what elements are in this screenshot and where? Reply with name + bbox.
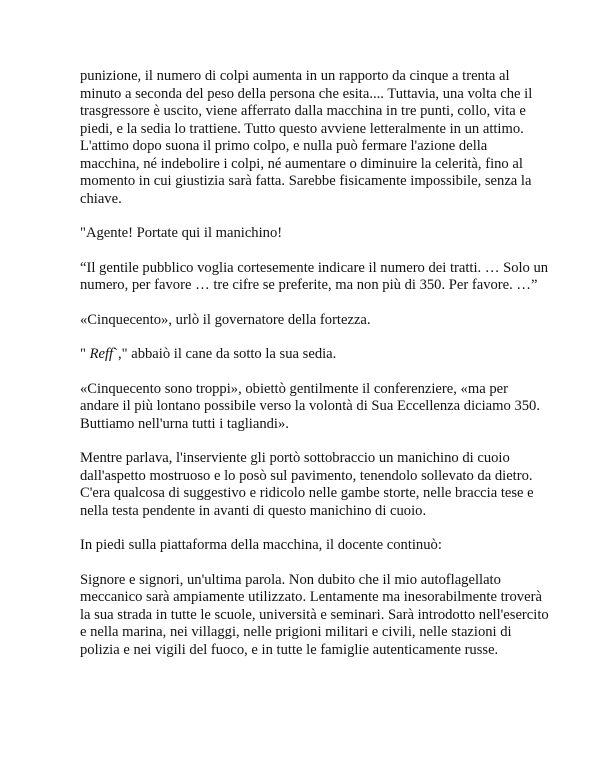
paragraph-audience-request: “Il gentile pubblico voglia cortesemente indicare il numero dei tratti. … Solo un numero, per favore … tre cifre se preferite, ma non più di 350. Per favore. …” [80,259,549,293]
dog-bark-word: Reff [89,346,114,362]
paragraph-mannequin: Mentre parlava, l'inserviente gli portò sottobraccio un manichino di cuoio dall'aspetto mostruoso e lo posò sul pavimento, tenendolo sollevato da dietro. C'era qualcosa di suggestivo e ridicolo nelle gambe storte, nelle braccia tese e nella testa pendente in avanti di questo manichino di cuoio. [80,450,534,519]
paragraph-governor-shout: «Cinquecento», urlò il governatore della fortezza. [80,311,371,328]
paragraph-lecturer-continues: In piedi sulla piattaforma della macchina, il docente continuò: [80,537,442,553]
paragraph-punishment: punizione, il numero di colpi aumenta in un rapporto da cinque a trenta al minuto a seconda del peso della persona che esita.... Tuttavia, una volta che il trasgressore è uscito, viene afferrato dalla macchina in tre punti, collo, vita e piedi, e la sedia lo trattiene. Tutto questo avviene letteralmente in un attimo. L'attimo dopo suona il primo colpo, e nulla può fermare l'azione della macchina, né indebolire i colpi, né aumentare o diminuire la celerità, fino al momento in cui giustizia sarà fatta. Sarebbe fisicamente impossibile, senza la chiave. [80,68,533,207]
paragraph-agent-call: "Agente! Portate qui il manichino! [80,225,283,241]
dog-bark-rest: `," abbaiò il cane da sotto la sua sedia. [113,346,337,362]
paragraph-final-word: Signore e signori, un'ultima parola. Non dubito che il mio autoflagellato meccanico sarà ampiamente utilizzato. Lentamente ma inesorabilmente troverà la sua strada in tutte le scuole, università e seminari. Sarà introdotto nell'esercito e nella marina, nei villaggi, nelle prigioni militari e civili, nelle stazioni di polizia e nei vigili del fuoco, e in tutte le famiglie autenticamente russe. [80,571,549,658]
paragraph-dog-bark [80,346,550,364]
dog-open-quote: " [80,346,90,362]
paragraph-lecturer-objection: «Cinquecento sono troppi», obiettò gentilmente il conferenziere, «ma per andare il più lontano possibile verso la volontà di Sua Eccellenza diciamo 350. Buttiamo nell'urna tutti i tagliandi». [80,380,540,432]
document-body [80,68,550,676]
